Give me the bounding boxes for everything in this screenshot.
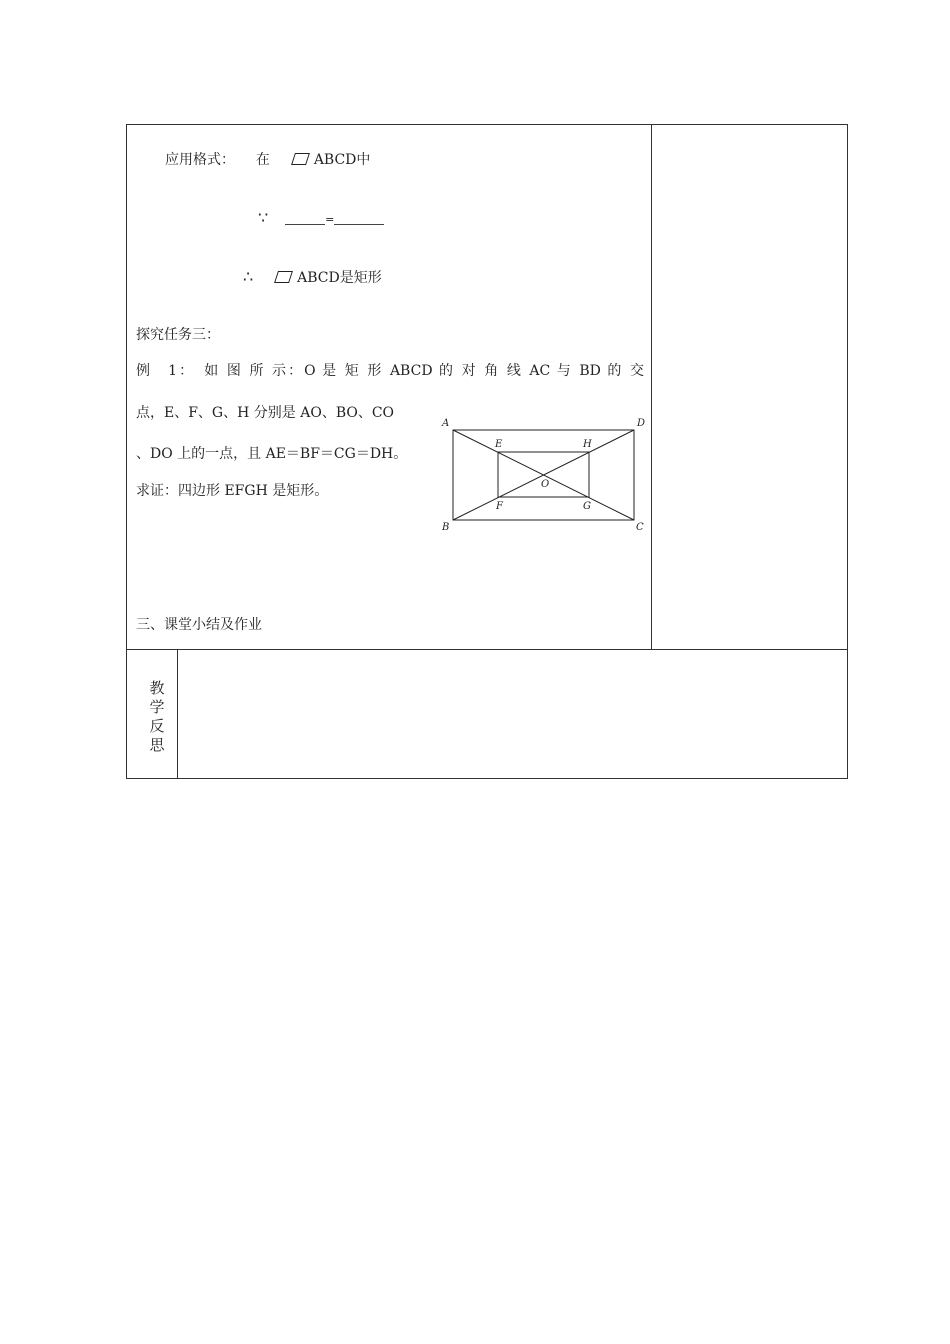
because-blank-right: [334, 210, 384, 225]
format-label: 应用格式：: [165, 152, 235, 168]
format-zhong: 中: [356, 152, 371, 168]
table-row-divider: [126, 649, 848, 650]
parallelogram-icon: [291, 153, 310, 165]
format-zai: 在: [255, 152, 270, 168]
therefore-suffix: 是矩形: [339, 270, 382, 286]
label-d: D: [637, 418, 646, 429]
therefore-symbol: ∴: [243, 267, 254, 286]
label-o: O: [541, 479, 550, 490]
example-line-3: 、DO 上的一点，且 AE＝BF＝CG＝DH。: [136, 446, 408, 462]
label-g: G: [583, 501, 591, 512]
rectangle-figure: [436, 413, 650, 537]
because-blank-left: [285, 210, 325, 225]
table-column-divider: [651, 124, 652, 650]
because-line: [258, 208, 384, 230]
reflection-label-divider: [177, 649, 178, 779]
reflection-label: 教学反思: [149, 679, 165, 754]
therefore-figure-name: ABCD: [297, 270, 340, 286]
label-h: H: [583, 439, 592, 450]
label-b: B: [442, 522, 450, 533]
example-line-2: 点，E、F、G、H 分别是 AO、BO、CO: [136, 405, 395, 421]
label-a: A: [442, 418, 450, 429]
format-line: [165, 150, 370, 170]
task-heading: 探究任务三：: [136, 327, 220, 343]
because-symbol: ∵: [258, 208, 269, 227]
parallelogram-icon: [274, 271, 293, 283]
therefore-line: [243, 267, 382, 288]
example-line-4: 求证：四边形 EFGH 是矩形。: [136, 483, 329, 499]
label-e: E: [495, 439, 503, 450]
label-f: F: [496, 501, 503, 512]
format-figure-name: ABCD: [313, 152, 357, 168]
because-equals: =: [325, 213, 335, 226]
label-c: C: [636, 522, 644, 533]
summary-heading: 三、课堂小结及作业: [136, 617, 262, 633]
example-line-1: 例 1： 如 图 所 示：O 是 矩 形 ABCD 的 对 角 线 AC 与 BD 的 交: [136, 363, 644, 379]
